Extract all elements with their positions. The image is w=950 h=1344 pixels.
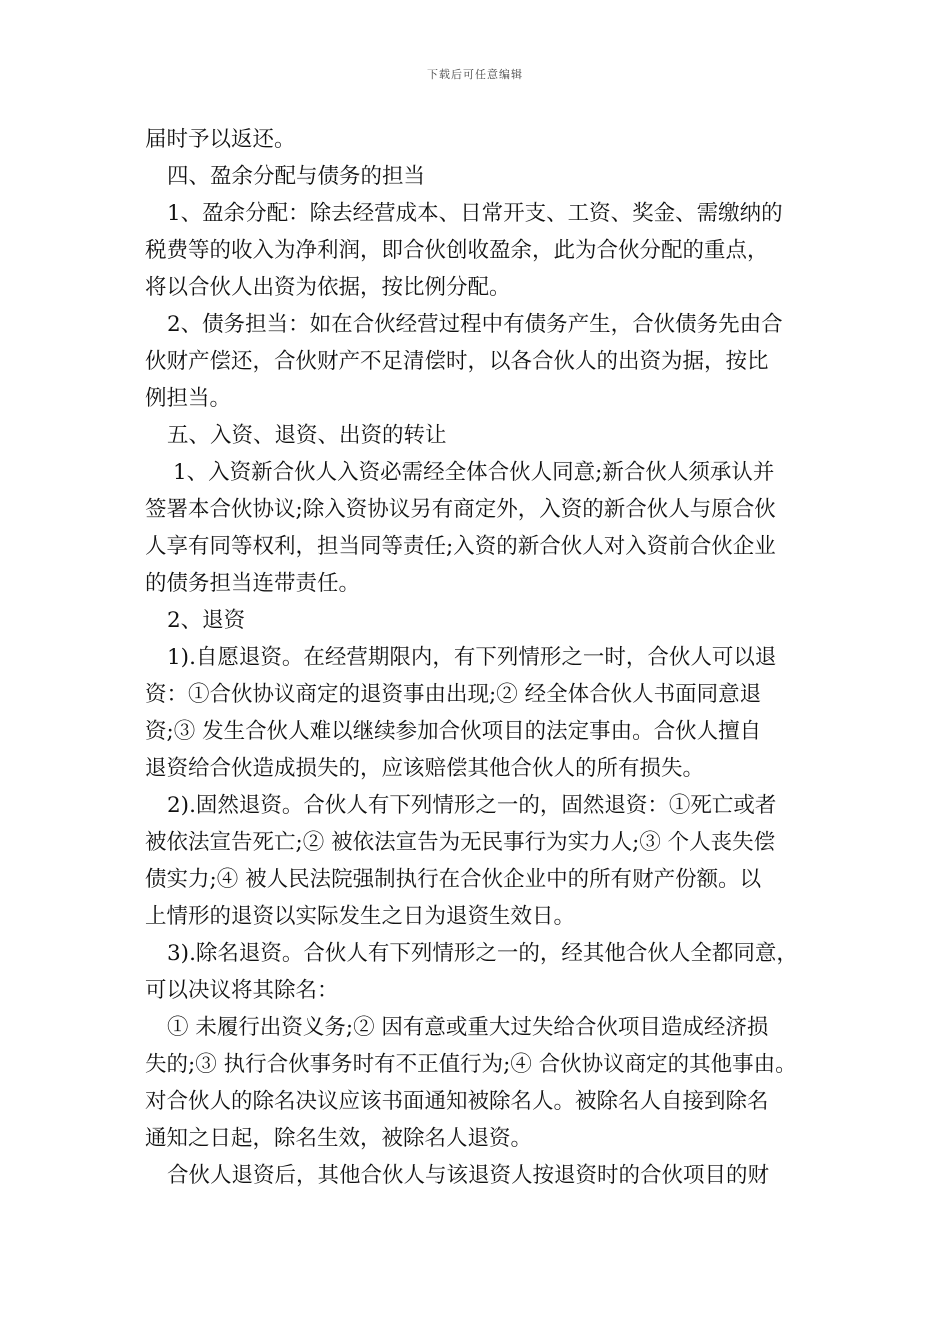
- text-line: 届时予以返还。: [145, 127, 296, 152]
- text-line: 上情形的退资以实际发生之日为退资生效日。: [145, 904, 576, 929]
- text-line: 可以决议将其除名：: [145, 978, 339, 1003]
- text-line: 2、债务担当：如在合伙经营过程中有债务产生，合伙债务先由合: [167, 312, 783, 337]
- text-line: 的债务担当连带责任。: [145, 571, 361, 596]
- text-line: 对合伙人的除名决议应该书面通知被除名人。被除名人自接到除名: [145, 1089, 769, 1114]
- text-line: 被依法宣告死亡;② 被依法宣告为无民事行为实力人;③ 个人丧失偿: [145, 830, 776, 855]
- text-line: 将以合伙人出资为依据，按比例分配。: [145, 275, 511, 300]
- text-line: 3).除名退资。合伙人有下列情形之一的，经其他合伙人全都同意，: [167, 941, 798, 966]
- text-line: 伙财产偿还，合伙财产不足清偿时，以各合伙人的出资为据，按比: [145, 349, 769, 374]
- text-line: 1、盈余分配：除去经营成本、日常开支、工资、奖金、需缴纳的: [167, 201, 783, 226]
- text-line: 退资给合伙造成损失的，应该赔偿其他合伙人的所有损失。: [145, 756, 705, 781]
- text-line: 人享有同等权利，担当同等责任;入资的新合伙人对入资前合伙企业: [145, 534, 776, 559]
- text-line: 2).固然退资。合伙人有下列情形之一的，固然退资：①死亡或者: [167, 793, 777, 818]
- text-line: 四、盈余分配与债务的担当: [167, 164, 426, 189]
- text-line: 税费等的收入为净利润，即合伙创收盈余，此为合伙分配的重点，: [145, 238, 769, 263]
- document-body: [145, 121, 825, 1194]
- text-line: 失的;③ 执行合伙事务时有不正值行为;④ 合伙协议商定的其他事由。: [145, 1052, 797, 1077]
- text-line: 签署本合伙协议;除入资协议另有商定外，入资的新合伙人与原合伙: [145, 497, 776, 522]
- text-line: 资：①合伙协议商定的退资事由出现;② 经全体合伙人书面同意退: [145, 682, 762, 707]
- text-line: 1、入资新合伙人入资必需经全体合伙人同意;新合伙人须承认并: [173, 460, 775, 485]
- text-line: 合伙人退资后，其他合伙人与该退资人按退资时的合伙项目的财: [167, 1163, 770, 1188]
- text-line: 资;③ 发生合伙人难以继续参加合伙项目的法定事由。合伙人擅自: [145, 719, 762, 744]
- text-line: 通知之日起，除名生效，被除名人退资。: [145, 1126, 533, 1151]
- page-header: 下载后可任意编辑: [427, 68, 523, 81]
- text-line: 例担当。: [145, 386, 232, 411]
- text-line: 债实力;④ 被人民法院强制执行在合伙企业中的所有财产份额。以: [145, 867, 762, 892]
- text-line: 2、退资: [167, 608, 246, 633]
- text-line: 1).自愿退资。在经营期限内，有下列情形之一时，合伙人可以退: [167, 645, 777, 670]
- text-line: 五、入资、退资、出资的转让: [167, 423, 447, 448]
- text-line: ① 未履行出资义务;② 因有意或重大过失给合伙项目造成经济损: [167, 1015, 769, 1040]
